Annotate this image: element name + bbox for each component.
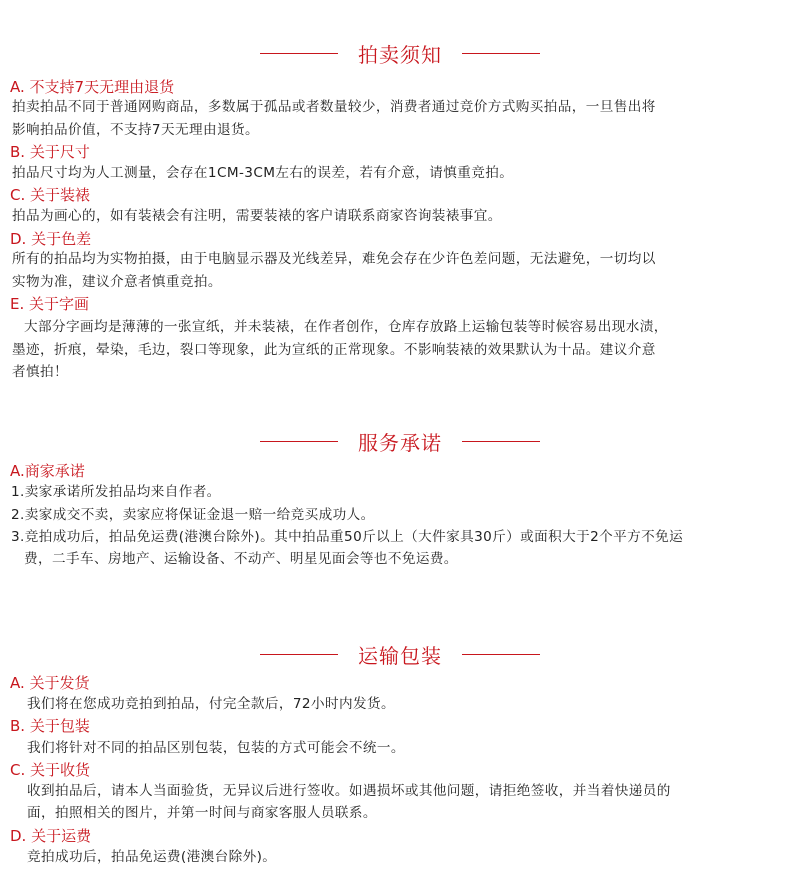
text-line: 收到拍品后，请本人当面验货，无异议后进行签收。如遇损坏或其他问题，请拒绝签收，并当着快递员的 (27, 783, 671, 799)
header-left-line (260, 53, 338, 54)
section-title-shipping: 运输包装 (358, 643, 442, 668)
text-line: 墨迹，折痕，晕染，毛边，裂口等现象，此为宣纸的正常现象。不影响装裱的效果默认为十品。建议介意 (12, 342, 656, 358)
header-right-line (462, 441, 540, 442)
heading-receiving: C. 关于收货 (10, 761, 91, 779)
heading-no-7-day-return: A. 不支持7天无理由退货 (10, 78, 175, 96)
section-header-auction-notice (0, 38, 800, 68)
text-line: 费，二手车、房地产、运输设备、不动产、明星见面会等也不免运费。 (24, 551, 458, 567)
header-right-line (462, 53, 540, 54)
text-line: 所有的拍品均为实物拍摄，由于电脑显示器及光线差异，难免会存在少许色差问题，无法避免，一切均以 (12, 251, 656, 267)
header-left-line (260, 441, 338, 442)
text-line: 影响拍品价值，不支持7天无理由退货。 (12, 122, 259, 138)
heading-color-difference: D. 关于色差 (10, 230, 92, 248)
text-line: 拍卖拍品不同于普通网购商品，多数属于孤品或者数量较少，消费者通过竞价方式购买拍品，一旦售出将 (12, 99, 656, 115)
header-right-line (462, 654, 540, 655)
section-header-service-promise (0, 426, 800, 456)
section-title-auction-notice: 拍卖须知 (358, 42, 442, 67)
text-line: 3.竞拍成功后，拍品免运费(港澳台除外)。其中拍品重50斤以上（大件家具30斤）或面积大于2个平方不免运 (11, 529, 684, 545)
text-line: 者慎拍！ (12, 364, 68, 380)
text-line: 拍品尺寸均为人工测量，会存在1CM-3CM左右的误差，若有介意，请慎重竞拍。 (12, 165, 514, 181)
header-left-line (260, 654, 338, 655)
text-line: 我们将针对不同的拍品区别包装，包装的方式可能会不统一。 (27, 740, 405, 756)
text-line: 1.卖家承诺所发拍品均来自作者。 (11, 484, 221, 500)
text-line: 2.卖家成交不卖，卖家应将保证金退一赔一给竞买成功人。 (11, 507, 375, 523)
heading-calligraphy-painting: E. 关于字画 (10, 295, 90, 313)
text-line: 面，拍照相关的图片，并第一时间与商家客服人员联系。 (27, 805, 377, 821)
text-line: 大部分字画均是薄薄的一张宣纸，并未装裱，在作者创作，仓库存放路上运输包装等时候容易出现水渍， (24, 319, 668, 335)
text-line: 拍品为画心的，如有装裱会有注明，需要装裱的客户请联系商家咨询装裱事宜。 (12, 208, 502, 224)
heading-shipping-fee: D. 关于运费 (10, 827, 92, 845)
text-line: 我们将在您成功竞拍到拍品，付完全款后，72小时内发货。 (27, 696, 395, 712)
heading-mounting: C. 关于装裱 (10, 186, 91, 204)
heading-delivery: A. 关于发货 (10, 674, 90, 692)
section-header-shipping (0, 639, 800, 669)
heading-merchant-promise: A.商家承诺 (10, 462, 85, 480)
heading-packaging: B. 关于包装 (10, 717, 90, 735)
heading-size: B. 关于尺寸 (10, 143, 90, 161)
text-line: 实物为准，建议介意者慎重竞拍。 (12, 274, 222, 290)
section-title-service-promise: 服务承诺 (358, 430, 442, 455)
text-line: 竞拍成功后，拍品免运费(港澳台除外)。 (27, 849, 277, 865)
